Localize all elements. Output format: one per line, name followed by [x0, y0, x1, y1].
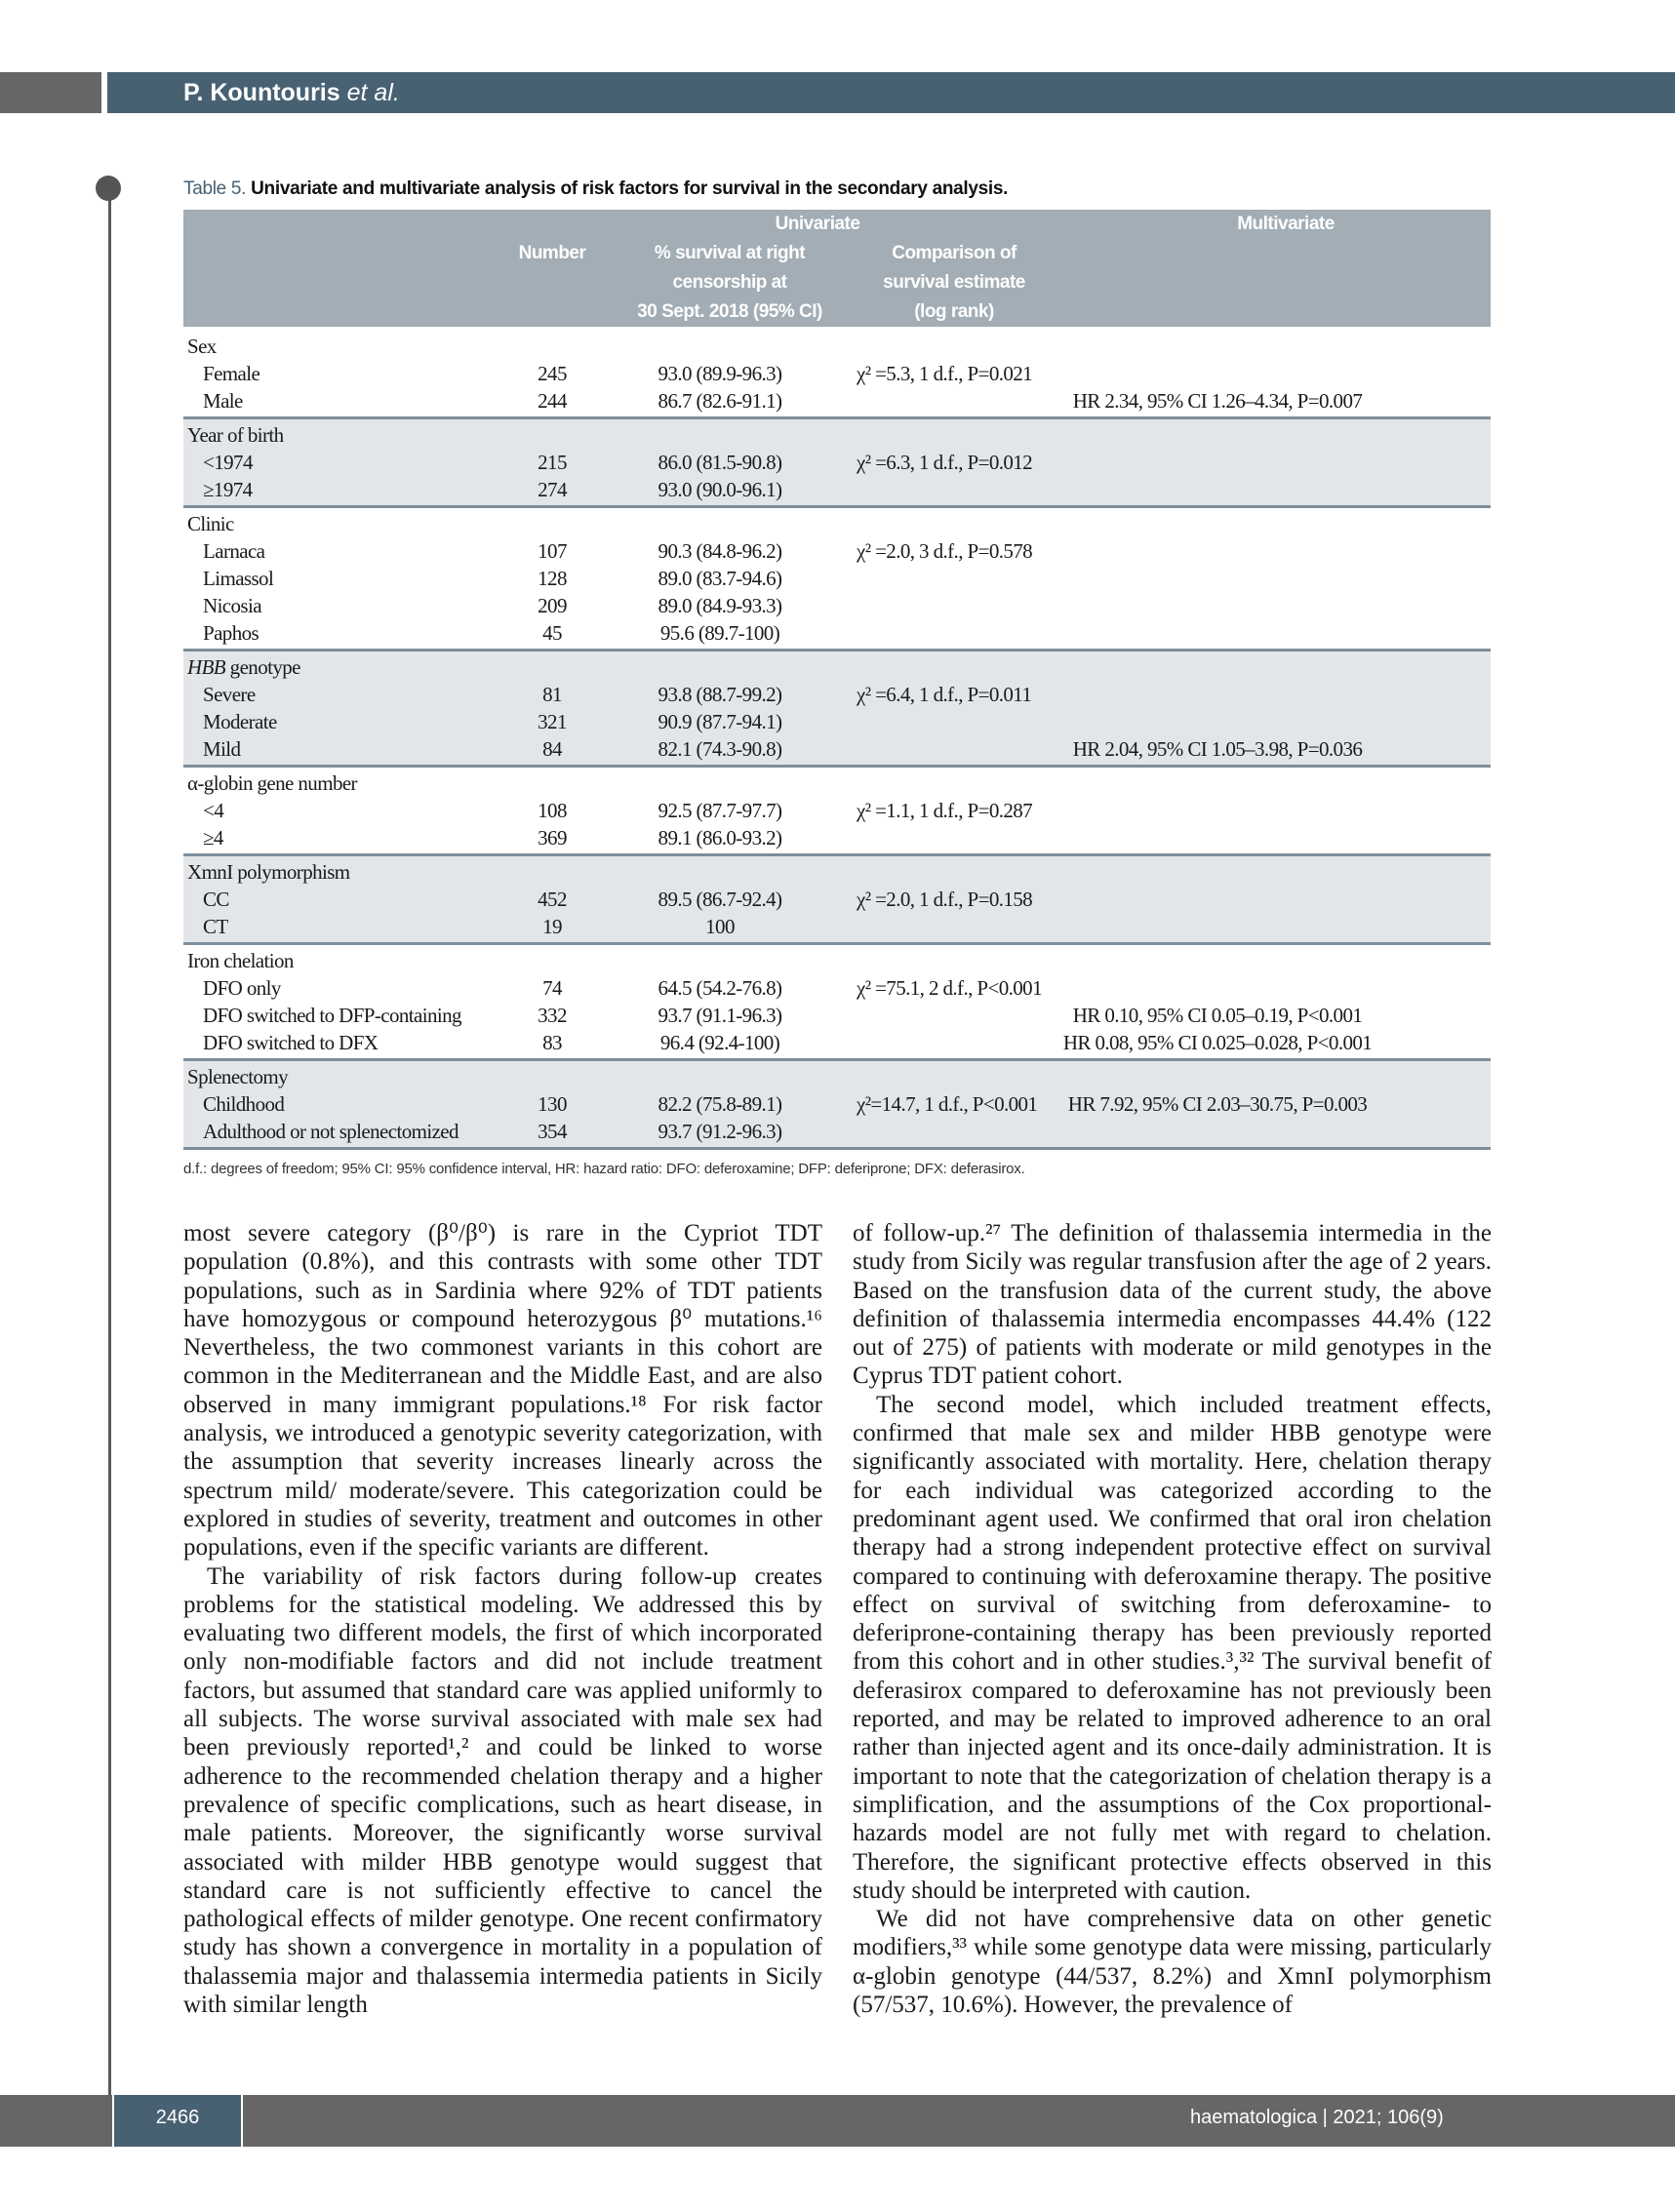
cell-comparison: χ² =6.3, 1 d.f., P=0.012	[857, 451, 1033, 474]
header-grey-block	[0, 72, 101, 113]
table-title: Univariate and multivariate analysis of risk factors for survival in the secondary analysis.	[251, 178, 1009, 199]
paragraph: We did not have comprehensive data on other genetic modifiers,³³ while some genotype data were missing, particularly α-globin genotype (44/537, 8.2%) and XmnI polymorphism (57/537, 10.6%). However, the prevalence of	[853, 1906, 1492, 2019]
group-label: XmnI polymorphism	[187, 860, 350, 884]
cell-survival: 93.0 (90.0-96.1)	[658, 478, 782, 501]
table-row	[183, 387, 1491, 415]
cell-survival: 64.5 (54.2-76.8)	[658, 976, 782, 1000]
cell-number: 81	[542, 683, 562, 706]
table-group	[183, 327, 1491, 419]
row-label: Larnaca	[203, 539, 265, 563]
cell-survival: 86.0 (81.5-90.8)	[658, 451, 782, 474]
group-label-row	[183, 947, 1491, 974]
body-column-right	[853, 1219, 1492, 2019]
cell-number: 130	[538, 1092, 567, 1116]
cell-number: 45	[542, 621, 562, 645]
table-row	[183, 708, 1491, 735]
cell-survival: 86.7 (82.6-91.1)	[658, 389, 782, 413]
group-label-row	[183, 770, 1491, 797]
table-row	[183, 735, 1491, 763]
gene-name: HBB	[187, 655, 226, 679]
cell-number: 332	[538, 1004, 567, 1027]
cell-multivariate: HR 0.08, 95% CI 0.025–0.028, P<0.001	[1062, 1031, 1373, 1054]
table-group	[183, 419, 1491, 508]
table-row	[183, 449, 1491, 476]
cell-number: 215	[538, 451, 567, 474]
table-footnote: d.f.: degrees of freedom; 95% CI: 95% confidence interval, HR: hazard ratio: DFO: deferoxamine; DFP: deferiprone; DFX: deferasirox.	[183, 1161, 1025, 1177]
cell-survival: 82.1 (74.3-90.8)	[658, 737, 782, 761]
header-univariate: Univariate	[775, 214, 860, 234]
cell-number: 84	[542, 737, 562, 761]
table-group	[183, 1061, 1491, 1150]
et-al: et al.	[346, 79, 400, 106]
body-column-left	[183, 1219, 822, 2019]
header-comparison-1: Comparison of	[892, 243, 1017, 263]
group-label-row	[183, 858, 1491, 886]
row-label: DFO switched to DFX	[203, 1031, 379, 1054]
table-row	[183, 824, 1491, 851]
cell-number: 209	[538, 594, 567, 617]
paragraph: The second model, which included treatment effects, confirmed that male sex and milder HBB genotype were significantly associated with mortality. Here, chelation therapy for each individual was categorized according to the predominant agent used. We confirmed that oral iron chelation therapy had a strong independent protective effect on survival compared to continuing with deferoxamine therapy. The positive effect on survival of switching from deferoxamine- to deferiprone-containing therapy has been previously reported from this cohort and in other studies.³,³² The survival benefit of deferasirox compared to deferoxamine has not previously been reported, and may be related to improved adherence to an oral rather than injected agent and its once-daily administration. It is important to note that the categorization of chelation therapy is a simplification, and the assumptions of the Cox proportional-hazards model are not fully met with regard to chelation. Therefore, the significant protective effects observed in this study should be interpreted with caution.	[853, 1391, 1492, 1904]
cell-survival: 92.5 (87.7-97.7)	[658, 799, 782, 822]
group-label-row	[183, 653, 1491, 681]
cell-survival: 93.7 (91.2-96.3)	[658, 1120, 782, 1143]
header-multivariate: Multivariate	[1237, 214, 1335, 234]
cell-survival: 89.5 (86.7-92.4)	[658, 888, 782, 911]
row-label: ≥4	[203, 826, 223, 849]
header-comparison-2: survival estimate	[883, 272, 1025, 293]
cell-survival: 82.2 (75.8-89.1)	[658, 1092, 782, 1116]
cell-survival: 100	[705, 915, 735, 938]
group-label-row	[183, 333, 1491, 360]
row-label: Adulthood or not splenectomized	[203, 1120, 459, 1143]
header-comparison-3: (log rank)	[914, 301, 994, 322]
group-label	[187, 653, 300, 681]
paragraph: of follow-up.²⁷ The definition of thalassemia intermedia in the study from Sicily was regular transfusion after the age of 2 years. Based on the transfusion data of the current study, the above definition of thalassemia intermedia encompasses 44.4% (122 out of 275) of patients with moderate or mild genotypes in the Cyprus TDT patient cohort.	[853, 1220, 1492, 1390]
cell-number: 107	[538, 539, 567, 563]
row-label: <1974	[203, 451, 253, 474]
table-row	[183, 592, 1491, 619]
cell-number: 245	[538, 362, 567, 385]
cell-number: 452	[538, 888, 567, 911]
cell-number: 108	[538, 799, 567, 822]
row-label: <4	[203, 799, 224, 822]
cell-number: 321	[538, 710, 567, 733]
table-body	[183, 327, 1491, 1150]
table-row	[183, 565, 1491, 592]
table-row	[183, 681, 1491, 708]
cell-number: 354	[538, 1120, 567, 1143]
group-label: Year of birth	[187, 423, 284, 447]
row-label: Moderate	[203, 710, 277, 733]
row-label: Female	[203, 362, 260, 385]
group-label: Sex	[187, 335, 217, 358]
cell-survival: 93.8 (88.7-99.2)	[658, 683, 782, 706]
cell-survival: 90.3 (84.8-96.2)	[658, 539, 782, 563]
cell-survival: 89.0 (84.9-93.3)	[658, 594, 782, 617]
cell-survival: 89.0 (83.7-94.6)	[658, 567, 782, 590]
cell-multivariate: HR 2.34, 95% CI 1.26–4.34, P=0.007	[1072, 389, 1363, 413]
group-label-text: genotype	[225, 655, 300, 679]
margin-dot-icon	[96, 176, 121, 201]
table-caption	[183, 178, 1008, 200]
row-label: CC	[203, 888, 229, 911]
row-label: Nicosia	[203, 594, 261, 617]
cell-number: 128	[538, 567, 567, 590]
cell-comparison: χ² =75.1, 2 d.f., P<0.001	[857, 976, 1042, 1000]
paragraph: The variability of risk factors during follow-up creates problems for the statistical modeling. We addressed this by evaluating two different models, the first of which incorporated only non-modifiable factors and did not include treatment factors, but assumed that standard care was applied uniformly to all subjects. The worse survival associated with male sex had been previously reported¹,² and could be linked to worse adherence to the recommended chelation therapy and a higher prevalence of specific complications, such as heart disease, in male patients. Moreover, the significantly worse survival associated with milder HBB genotype would suggest that standard care is not sufficiently effective to cancel the pathological effects of milder genotype. One recent confirmatory study has shown a convergence in mortality in a population of thalassemia major and thalassemia intermedia patients in Sicily with similar length	[183, 1562, 822, 2019]
table-row	[183, 537, 1491, 565]
row-label: Mild	[203, 737, 241, 761]
page-number: 2466	[155, 2107, 200, 2128]
group-label-row	[183, 510, 1491, 537]
table-row	[183, 974, 1491, 1002]
cell-survival: 90.9 (87.7-94.1)	[658, 710, 782, 733]
cell-number: 74	[542, 976, 562, 1000]
cell-comparison: χ² =2.0, 3 d.f., P=0.578	[857, 539, 1033, 563]
running-head-author	[183, 78, 400, 107]
margin-rule	[108, 193, 111, 2107]
paragraph: most severe category (β⁰/β⁰) is rare in the Cypriot TDT population (0.8%), and this contrasts with some other TDT populations, such as in Sardinia where 92% of TDT patients have homozygous or compound heterozygous β⁰ mutations.¹⁶ Nevertheless, the two commonest variants in this cohort are common in the Mediterranean and the Middle East, and are also observed in many immigrant populations.¹⁸ For risk factor analysis, we introduced a genotypic severity categorization, with the assumption that severity increases linearly across the spectrum mild/ moderate/severe. This categorization could be explored in studies of severity, treatment and outcomes in other populations, even if the specific variants are different.	[183, 1220, 822, 1561]
header-survival-3: 30 Sept. 2018 (95% CI)	[637, 301, 822, 322]
cell-survival: 96.4 (92.4-100)	[659, 1031, 780, 1054]
cell-survival: 95.6 (89.7-100)	[659, 621, 780, 645]
cell-multivariate: HR 7.92, 95% CI 2.03–30.75, P=0.003	[1067, 1092, 1368, 1116]
cell-multivariate: HR 0.10, 95% CI 0.05–0.19, P<0.001	[1072, 1004, 1363, 1027]
cell-number: 19	[542, 915, 562, 938]
table-header	[183, 210, 1491, 327]
table-row	[183, 1118, 1491, 1145]
header-survival-2: censorship at	[672, 272, 787, 293]
group-label: Clinic	[187, 512, 234, 535]
table-row	[183, 886, 1491, 913]
table-group	[183, 856, 1491, 945]
group-label-row	[183, 1063, 1491, 1090]
row-label: Severe	[203, 683, 256, 706]
table-number: Table 5.	[183, 178, 247, 199]
cell-number: 274	[538, 478, 567, 501]
cell-survival: 89.1 (86.0-93.2)	[658, 826, 782, 849]
group-label-row	[183, 421, 1491, 449]
table-row	[183, 1029, 1491, 1056]
cell-survival: 93.7 (91.1-96.3)	[658, 1004, 782, 1027]
table-group	[183, 508, 1491, 652]
cell-number: 244	[538, 389, 567, 413]
journal-citation: haematologica | 2021; 106(9)	[1190, 2107, 1444, 2128]
group-label: Splenectomy	[187, 1065, 289, 1088]
row-label: ≥1974	[203, 478, 253, 501]
cell-survival: 93.0 (89.9-96.3)	[658, 362, 782, 385]
cell-comparison: χ²=14.7, 1 d.f., P<0.001	[857, 1092, 1038, 1116]
table-group	[183, 652, 1491, 768]
table-row	[183, 476, 1491, 503]
table-row	[183, 913, 1491, 940]
row-label: DFO switched to DFP-containing	[203, 1004, 461, 1027]
group-label: α-globin gene number	[187, 771, 357, 795]
cell-multivariate: HR 2.04, 95% CI 1.05–3.98, P=0.036	[1072, 737, 1363, 761]
row-label: Limassol	[203, 567, 274, 590]
table-group	[183, 768, 1491, 856]
cell-comparison: χ² =6.4, 1 d.f., P=0.011	[857, 683, 1032, 706]
risk-factor-table	[183, 210, 1491, 1150]
table-row	[183, 619, 1491, 647]
author-name: P. Kountouris	[183, 79, 340, 106]
cell-number: 83	[542, 1031, 562, 1054]
cell-comparison: χ² =5.3, 1 d.f., P=0.021	[857, 362, 1033, 385]
group-label: Iron chelation	[187, 949, 294, 972]
table-row	[183, 1002, 1491, 1029]
row-label: Male	[203, 389, 243, 413]
table-row	[183, 797, 1491, 824]
row-label: Childhood	[203, 1092, 285, 1116]
row-label: DFO only	[203, 976, 281, 1000]
cell-comparison: χ² =2.0, 1 d.f., P=0.158	[857, 888, 1033, 911]
cell-comparison: χ² =1.1, 1 d.f., P=0.287	[857, 799, 1033, 822]
header-number: Number	[518, 243, 586, 263]
table-group	[183, 945, 1491, 1061]
row-label: CT	[203, 915, 228, 938]
table-row	[183, 1090, 1491, 1118]
table-row	[183, 360, 1491, 387]
cell-number: 369	[538, 826, 567, 849]
header-survival-1: % survival at right	[654, 243, 806, 263]
row-label: Paphos	[203, 621, 259, 645]
